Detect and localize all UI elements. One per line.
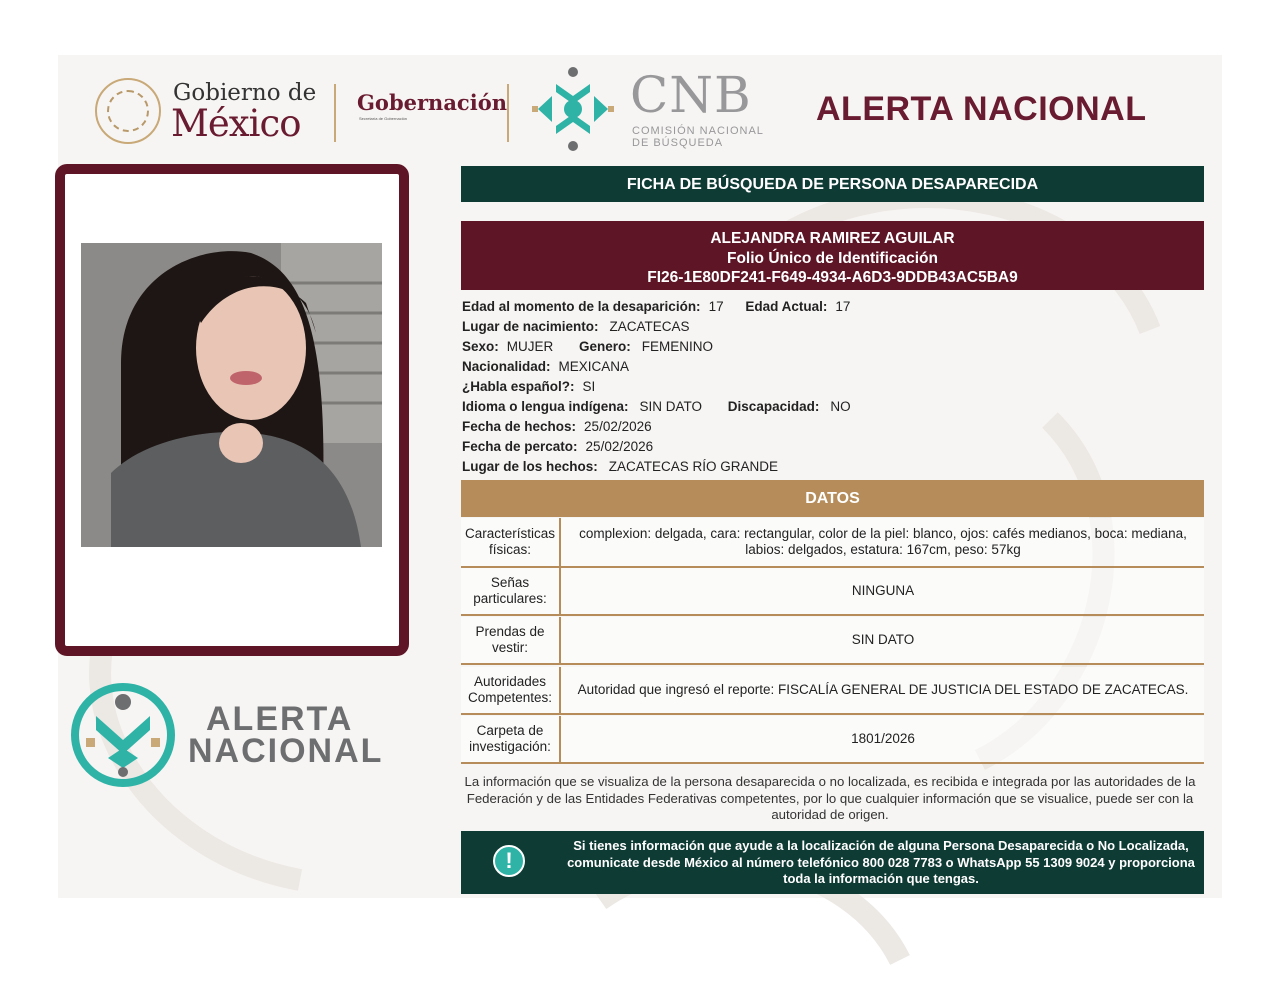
datos-row-autoridades: Autoridades Competentes: Autoridad que ingresó el reporte: FISCALÍA GENERAL DE JUSTICIA DEL ESTADO DE ZACATECAS. (461, 667, 1204, 715)
person-name: ALEJANDRA RAMIREZ AGUILAR (710, 230, 955, 247)
info-row-lugar-hechos: Lugar de los hechos: ZACATECAS RÍO GRANDE (462, 459, 779, 474)
person-photo (81, 243, 382, 547)
info-row-nacimiento: Lugar de nacimiento: ZACATECAS (462, 319, 690, 334)
datos-row-carpeta: Carpeta de investigación: 1801/2026 (461, 716, 1204, 764)
exclamation-icon: ! (493, 845, 525, 877)
info-row-fecha-percato: Fecha de percato: 25/02/2026 (462, 439, 654, 454)
alerta-nacional-logo-text: ALERTA NACIONAL (188, 700, 384, 770)
datos-title: DATOS (461, 480, 1204, 517)
gobernacion-sub: Secretaría de Gobernación (359, 116, 408, 121)
ficha-title: FICHA DE BÚSQUEDA DE PERSONA DESAPARECIDA (461, 166, 1204, 202)
divider (334, 84, 336, 142)
gob-line1: Gobierno de (173, 80, 317, 106)
person-header (461, 221, 1204, 290)
datos-row-prendas: Prendas de vestir: SIN DATO (461, 617, 1204, 665)
cnb-emblem-icon (526, 62, 620, 156)
contact-banner (461, 831, 1204, 894)
contact-text: Si tienes información que ayude a la localización de alguna Persona Desaparecida o No Localizada, comunicate desde México al número telefónico 800 028 7783 o WhatsApp 55 1309 9024 y proporciona toda la información que tengas. (567, 838, 1195, 886)
datos-row-senas: Señas particulares: NINGUNA (461, 568, 1204, 616)
cnb-wordmark: CNB (630, 66, 752, 124)
info-row-edad: Edad al momento de la desaparición: 17 Edad Actual: 17 (462, 299, 851, 314)
folio-value: FI26-1E80DF241-F649-4934-A6D3-9DDB43AC5BA9 (647, 269, 1018, 286)
gob-line2: México (171, 102, 301, 145)
alerta-nacional-title: ALERTA NACIONAL (816, 90, 1147, 128)
info-row-habla: ¿Habla español?: SI (462, 379, 596, 394)
info-row-fecha-hechos: Fecha de hechos: 25/02/2026 (462, 419, 652, 434)
folio-label: Folio Único de Identificación (727, 249, 938, 267)
info-row-sexo: Sexo: MUJER Genero: FEMENINO (462, 339, 714, 354)
gobierno-de-mexico-logo (95, 76, 320, 148)
gobernacion-logo: Gobernación (357, 90, 507, 115)
disclaimer-text: La información que se visualiza de la persona desaparecida o no localizada, es recibida e integrada por las autoridades de la Federación y de las Entidades Federativas competentes, por lo que cualquier información que se visualice, puede ser con la autoridad de origen. (464, 774, 1196, 822)
national-seal-icon (95, 78, 161, 144)
info-row-nacionalidad: Nacionalidad: MEXICANA (462, 359, 630, 374)
divider (507, 84, 509, 142)
info-row-idioma: Idioma o lengua indígena: SIN DATO Discapacidad: NO (462, 399, 851, 414)
alerta-nacional-logo-icon (68, 680, 178, 790)
datos-row-caracteristicas: Características físicas: complexion: delgada, cara: rectangular, color de la piel: blanco, ojos: cafés medianos, boca: mediana, labios: delgados, estatura: 167cm, peso: 57kg (461, 518, 1204, 568)
cnb-subtitle: COMISIÓN NACIONAL DE BÚSQUEDA (632, 125, 764, 149)
